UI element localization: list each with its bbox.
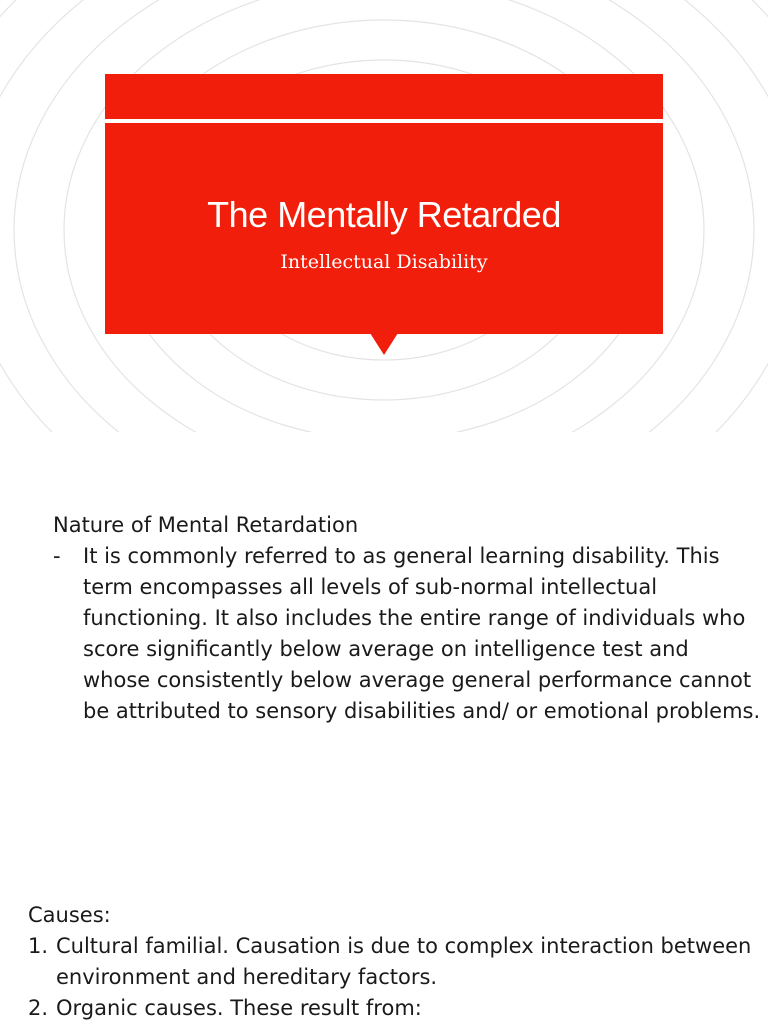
slide-subtitle: Intellectual Disability xyxy=(280,251,488,273)
paragraph-text: It is commonly referred to as general learning disability. This term encompasses all levels of sub-normal intellectual functioning. It also includes the entire range of individuals who score significantly below average on intelligence test and whose consistently below average general performance cannot be attributed to sensory disabilities and/ or emotional problems. xyxy=(83,544,761,723)
section-heading: Nature of Mental Retardation xyxy=(53,513,359,537)
banner-pointer xyxy=(370,333,398,355)
list-item xyxy=(28,993,766,1024)
list-item-text: Organic causes. These result from: xyxy=(56,996,422,1020)
list-item-number: 2. xyxy=(28,996,49,1020)
causes-list xyxy=(28,900,766,1024)
bullet-paragraph xyxy=(53,541,761,727)
banner-divider xyxy=(105,119,663,123)
content-slide xyxy=(0,432,768,1024)
bullet-marker: - xyxy=(53,544,61,568)
list-item-number: 1. xyxy=(28,934,49,958)
list-item-text: Cultural familial. Causation is due to complex interaction between environment and hereditary factors. xyxy=(56,934,752,989)
list-item xyxy=(28,931,766,993)
title-banner xyxy=(105,74,663,334)
title-slide xyxy=(0,0,768,432)
causes-heading: Causes: xyxy=(28,903,111,927)
slide-title: The Mentally Retarded xyxy=(207,194,561,235)
